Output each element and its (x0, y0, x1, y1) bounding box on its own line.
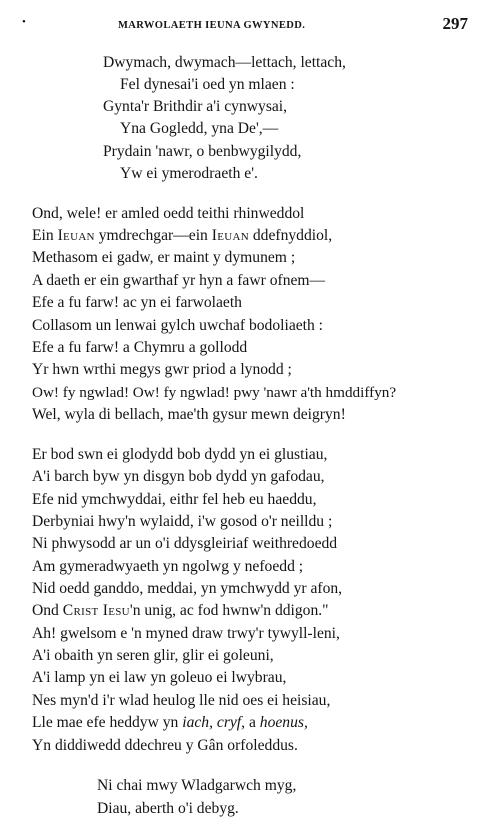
verse-line: A daeth er ein gwarthaf yr hyn a fawr ofnem— (32, 272, 326, 289)
verse-line: Yr hwn wrthi megys gwr priod a lynodd ; (32, 361, 292, 378)
verse-line: A'i barch byw yn disgyn bob dydd yn gafodau, (32, 468, 325, 485)
verse-line: A'i obaith yn seren glir, glir ei goleuni, (32, 647, 274, 664)
verse-line: Wel, wyla di bellach, mae'th gysur mewn deigryn! (32, 406, 346, 423)
verse-line: Am gymeradwyaeth yn ngolwg y nefoedd ; (32, 558, 304, 575)
verse-line: Efe nid ymchwyddai, eithr fel heb eu haeddu, (32, 491, 317, 508)
verse-line: Ah! gwelsom e 'n myned draw trwy'r tywyll-leni, (32, 625, 340, 642)
verse-line: Efe a fu farw! a Chymru a gollodd (32, 339, 248, 356)
italic-word: hoenus, (259, 714, 308, 731)
verse-line: Efe a fu farw! ac yn ei farwolaeth (32, 294, 242, 311)
verse-line: Yn diddiwedd ddechreu y Gân orfoleddus. (32, 737, 298, 754)
verse-line: Prydain 'nawr, o benbwygilydd, (103, 143, 302, 160)
verse-line: Ni chai mwy Wladgarwch myg, (97, 777, 297, 794)
name-crist-iesu: Crist Iesu (62, 602, 130, 619)
verse-line: Er bod swn ei glodydd bob dydd yn ei glustiau, (32, 446, 328, 463)
verse-line: Diau, aberth o'i debyg. (97, 800, 239, 817)
verse-line: Dwymach, dwymach—lettach, lettach, (103, 54, 346, 71)
verse-line: Fel dynesai'i oed yn mlaen : (120, 76, 295, 93)
verse-line: Yw ei ymerodraeth e'. (120, 165, 258, 182)
verse-line: Methasom ei gadw, er maint y dymunem ; (32, 249, 296, 266)
page-number: 297 (442, 14, 468, 33)
verse-line: Derbyniai hwy'n wylaidd, i'w gosod o'r neilldu ; (32, 513, 333, 530)
verse-line: Yna Gogledd, yna De',— (120, 120, 279, 137)
name-ieuan: Ieuan (211, 227, 249, 244)
verse-line: Ond Crist Iesu'n unig, ac fod hwnw'n ddigon." (32, 602, 329, 619)
page-mark: • (22, 16, 26, 28)
verse-line: Ow! fy ngwlad! Ow! fy ngwlad! pwy 'nawr a'th hmddiffyn? (32, 384, 397, 401)
italic-words: iach, cryf, (182, 714, 246, 731)
verse-line: Nid oedd ganddo, meddai, yn ymchwydd yr afon, (32, 580, 343, 597)
running-header: MARWOLAETH IEUNA GWYNEDD. (118, 20, 306, 31)
verse-line: Ni phwysodd ar un o'i ddysgleiriaf weithredoedd (32, 535, 338, 552)
verse-line: A'i lamp yn ei law yn goleuo ei lwybrau, (32, 669, 287, 686)
name-ieuan: Ieuan (57, 227, 95, 244)
verse-line: Ein Ieuan ymdrechgar—ein Ieuan ddefnyddiol, (32, 227, 333, 244)
verse-line: Ond, wele! er amled oedd teithi rhinweddol (32, 205, 305, 222)
verse-line: Nes myn'd i'r wlad heulog lle nid oes ei heisiau, (32, 692, 331, 709)
verse-line: Gynta'r Brithdir a'i cynwysai, (103, 98, 288, 115)
verse-line: Collasom un lenwai gylch uwchaf bodoliaeth : (32, 317, 324, 334)
verse-line: Lle mae efe heddyw yn iach, cryf, a hoenus, (32, 714, 308, 731)
